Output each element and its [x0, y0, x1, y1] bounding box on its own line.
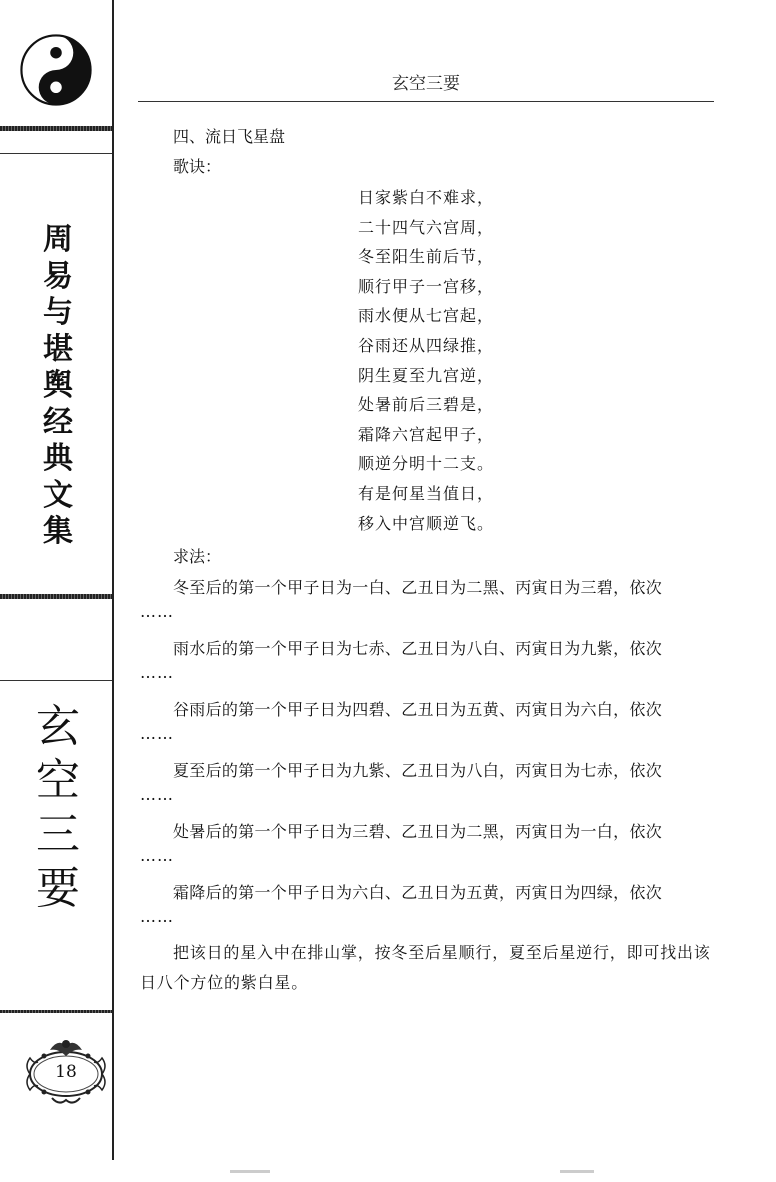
sidebar-rule: [112, 0, 114, 1160]
rule-paragraph: [140, 696, 720, 757]
rule-paragraph: [140, 574, 720, 635]
decorative-band: [0, 594, 112, 599]
verse-line: 雨水便从七宫起，: [358, 306, 495, 326]
verse-line: 阴生夏至九宫逆，: [358, 365, 495, 385]
verse-line: 处暑前后三碧是，: [358, 395, 495, 415]
rule-ellipsis: ……: [140, 846, 174, 865]
verse-line: 谷雨还从四绿推，: [358, 335, 495, 355]
yin-yang-icon: [20, 34, 92, 106]
book-title-char: 要: [36, 863, 80, 914]
sidebar: [0, 0, 114, 1182]
book-title-char: 空: [36, 755, 80, 806]
rule-paragraph: [140, 757, 720, 818]
series-title-char: 与: [43, 295, 73, 330]
scan-artifact: [230, 1170, 270, 1173]
rule-text: 冬至后的第一个甲子日为一白、乙丑日为二黑、丙寅日为三碧，依次: [173, 578, 663, 597]
rule-paragraph: [140, 635, 720, 696]
decorative-band: [0, 126, 112, 131]
verse-line: 日家紫白不难求，: [358, 188, 495, 207]
divider: [0, 680, 112, 681]
series-title-char: 堪: [43, 331, 73, 367]
series-title-char: 周: [43, 222, 73, 257]
rule-ellipsis: ……: [140, 907, 174, 926]
rule-ellipsis: ……: [140, 602, 174, 621]
rule-ellipsis: ……: [140, 724, 174, 743]
section-heading: 四、流日飞星盘: [173, 127, 286, 146]
verse-line: 有是何星当值日，: [358, 483, 495, 503]
rule-text: 雨水后的第一个甲子日为七赤、乙丑日为八白、丙寅日为九紫，依次: [173, 639, 663, 658]
rule-text: 处暑后的第一个甲子日为三碧、乙丑日为二黑，丙寅日为一白，依次: [173, 822, 663, 841]
book-title-char: 玄: [36, 701, 80, 752]
running-header: 玄空三要: [392, 74, 460, 94]
verse-line: 顺逆分明十二支。: [358, 454, 495, 474]
divider: [0, 153, 112, 154]
rule-text: 谷雨后的第一个甲子日为四碧、乙丑日为五黄、丙寅日为六白，依次: [173, 700, 663, 719]
verse-line: 移入中宫顺逆飞。: [358, 513, 495, 533]
verse-line: 霜降六宫起甲子，: [358, 424, 495, 444]
rule-text: 夏至后的第一个甲子日为九紫、乙丑日为八白，丙寅日为七赤，依次: [173, 761, 663, 780]
book-title-char: 三: [36, 809, 80, 860]
series-title: [36, 222, 80, 551]
series-title-char: 易: [43, 258, 73, 294]
series-title-char: 舆: [43, 368, 73, 403]
verse-line: 顺行甲子一宫移，: [358, 276, 495, 296]
verse-label: 歌诀：: [173, 157, 222, 176]
verse-line: 冬至阳生前后节，: [358, 247, 495, 267]
series-title-char: 经: [43, 404, 73, 440]
verse-line: 二十四气六宫周，: [358, 217, 495, 237]
header-rule: [138, 101, 714, 102]
method-label: 求法：: [173, 547, 222, 566]
rule-ellipsis: ……: [140, 785, 174, 804]
rule-paragraph: [140, 879, 720, 940]
decorative-band: [0, 1010, 112, 1013]
series-title-char: 典: [43, 441, 73, 476]
conclusion-paragraph: 把该日的星入中在排山掌，按冬至后星顺行，夏至后星逆行，即可找出该日八个方位的紫白星。: [140, 943, 711, 992]
page-number: 18: [55, 1062, 77, 1082]
method-rules: [140, 574, 720, 940]
series-title-char: 集: [43, 514, 73, 549]
series-title-char: 文: [43, 477, 73, 513]
rule-ellipsis: ……: [140, 663, 174, 682]
scan-artifact: [560, 1170, 594, 1173]
verse: [358, 183, 494, 538]
rule-text: 霜降后的第一个甲子日为六白、乙丑日为五黄，丙寅日为四绿，依次: [173, 883, 663, 902]
rule-paragraph: [140, 818, 720, 879]
book-title: [32, 700, 84, 916]
